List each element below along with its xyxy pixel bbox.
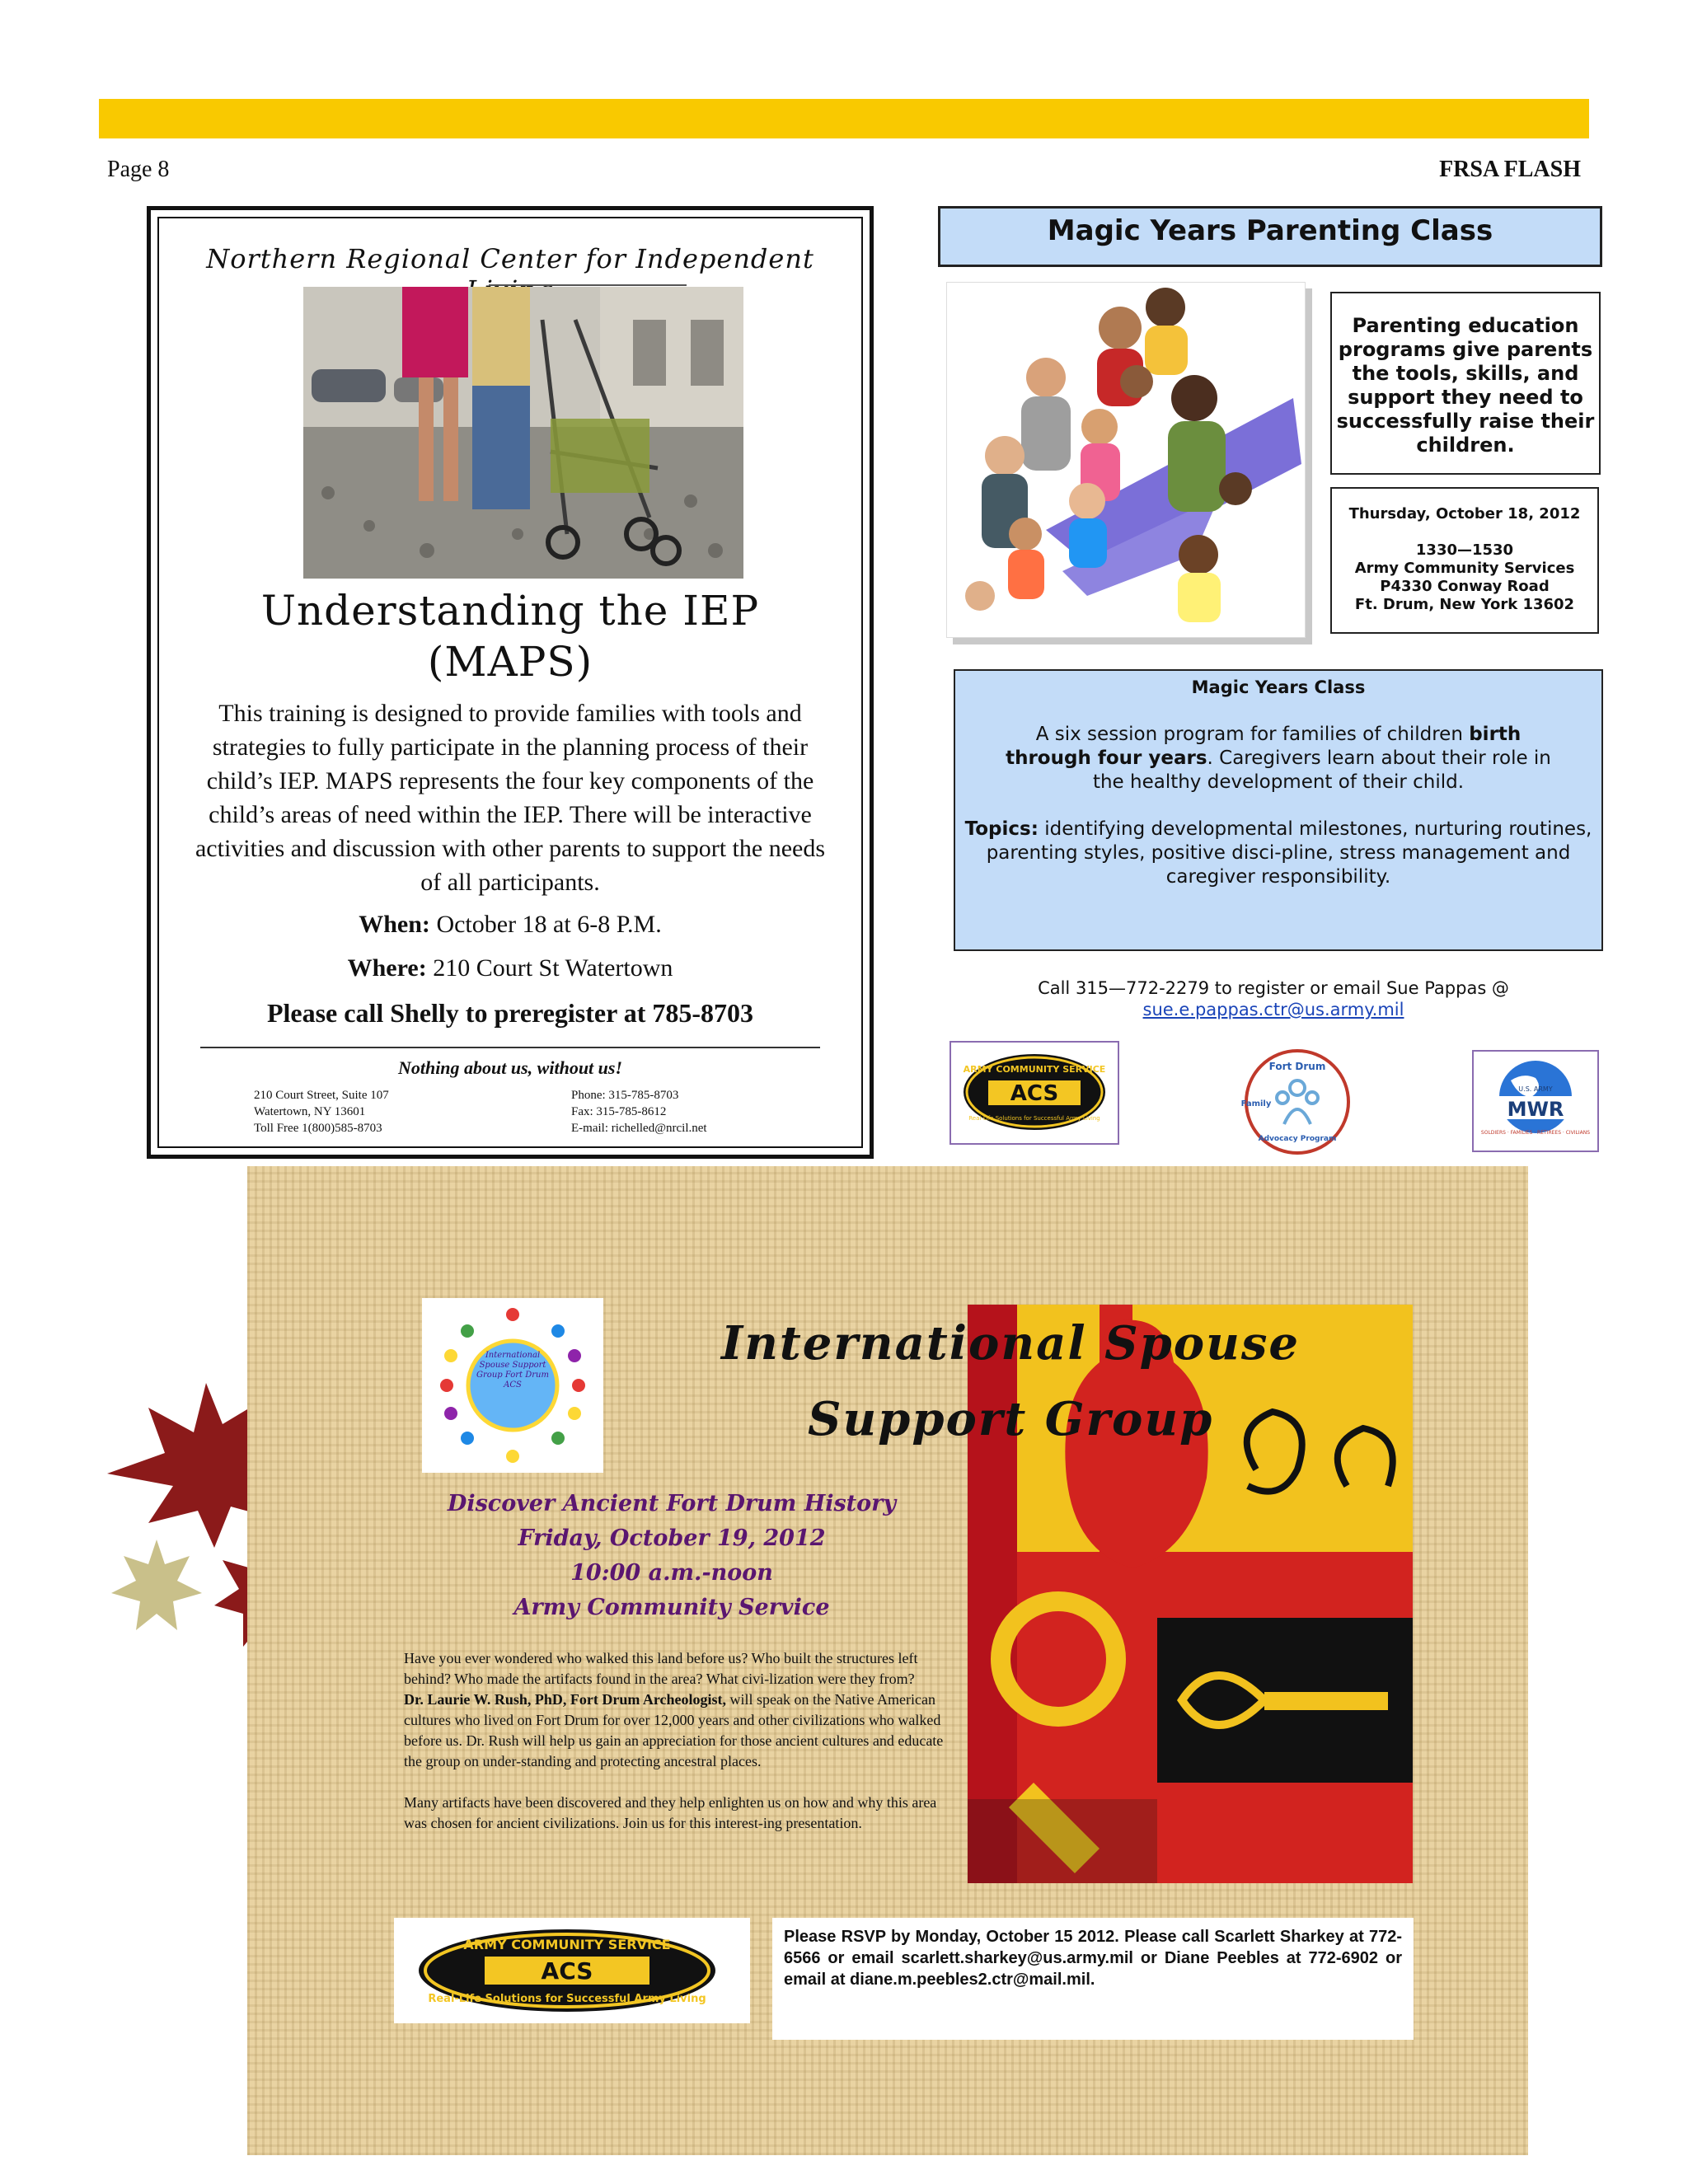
fd-bottom: Advocacy Program (1258, 1135, 1337, 1143)
issg-body (404, 1648, 948, 1834)
fd-top: Fort Drum (1268, 1061, 1326, 1072)
class-topics (955, 818, 1601, 889)
parents-with-stroller-photo (303, 287, 743, 579)
issg-para3: Many artifacts have been discovered and they help enlighten us on how and why this area was chosen for ancient civilizations. Join us for this interest-ing presentation. (404, 1794, 937, 1831)
class-description (955, 723, 1601, 794)
page-number: Page 8 (107, 157, 170, 182)
when-line (159, 911, 861, 939)
class-street: P4330 Conway Road (1380, 578, 1550, 595)
class-schedule-box (1330, 487, 1599, 634)
issg-title-line2: Support Group (808, 1392, 1214, 1446)
issg-para2 (404, 1690, 948, 1772)
register-info (938, 977, 1609, 1020)
iep-title-line2: (MAPS) (427, 638, 593, 686)
issg-acs-top: ARMY COMMUNITY SERVICE (463, 1937, 671, 1952)
motto: Nothing about us, without us! (397, 1057, 623, 1078)
issg-subtitle2: Friday, October 19, 2012 (518, 1526, 826, 1551)
fort-drum-family-advocacy-logo (1235, 1048, 1360, 1155)
where-label: Where: (347, 954, 427, 982)
acs-logo (950, 1041, 1119, 1145)
when-label: When: (359, 911, 430, 938)
acs-bottom: Real-Life Solutions for Successful Army Living (968, 1115, 1100, 1122)
class-city: Ft. Drum, New York 13602 (1354, 596, 1575, 613)
issg-acs-mid: ACS (541, 1957, 593, 1985)
issg-subtitle4: Army Community Service (513, 1595, 830, 1620)
family-group-photo (946, 282, 1306, 638)
topics-label: Topics: (964, 818, 1039, 840)
class-venue: Army Community Services (1354, 560, 1575, 577)
divider (200, 1047, 820, 1048)
class-title: Magic Years Class (1191, 677, 1366, 697)
where-value: 210 Court St Watertown (433, 954, 673, 982)
toll-free: Toll Free 1(800)585-8703 (254, 1122, 382, 1135)
preregister-call: Please call Shelly to preregister at 785-8703 (266, 998, 754, 1028)
magic-years-heading: Magic Years Parenting Class (938, 206, 1602, 267)
iep-flyer (147, 206, 874, 1159)
register-email-link[interactable]: sue.e.pappas.ctr@us.army.mil (1142, 1000, 1404, 1019)
issg-badge-logo (422, 1298, 603, 1473)
where-line (159, 954, 861, 982)
issg-subtitle1: Discover Ancient Fort Drum History (447, 1491, 897, 1516)
address-line2: Watertown, NY 13601 (254, 1105, 366, 1118)
issg-title-line1: International Spouse (721, 1316, 1300, 1371)
badge-text: International Spouse Support Group Fort Drum ACS (476, 1351, 549, 1390)
issg-acs-bottom: Real-Life Solutions for Successful Army Living (428, 1993, 706, 2005)
class-desc-pre: A six session program for families of children (1035, 724, 1470, 745)
mwr-bottom: SOLDIERS · FAMILIES · RETIREES · CIVILIANS (1480, 1130, 1591, 1136)
issg-para2-rest: will speak on the Native American cultures who lived on Fort Drum for over 12,000 years and other civilizations who walked before us. Dr. Rush will help us gain an appreciation for those ancient cultures and educate the group on under-standing and protecting ancestral places. (404, 1691, 944, 1769)
iep-title-line1: Understanding the IEP (260, 587, 760, 635)
divider (489, 284, 687, 286)
fd-left: Family (1240, 1099, 1272, 1108)
mwr-top: U.S. ARMY (1518, 1085, 1553, 1093)
header-accent-bar (99, 99, 1589, 138)
address-block (254, 1087, 389, 1137)
class-desc-post: . Caregivers learn about their role in the healthy development of their child. (1092, 748, 1551, 793)
organization-name: Northern Regional Center for Independent (206, 243, 814, 274)
parenting-intro-box: Parenting education programs give parents the tools, skills, and support they need to successfully raise their children. (1330, 292, 1601, 475)
register-call: Call 315—772-2279 to register or email Sue Pappas @ (1038, 978, 1509, 998)
army-mwr-logo (1472, 1050, 1599, 1152)
topics-text: identifying developmental milestones, nurturing routines, parenting styles, positive disci-pline, stress management and caregiver responsibility. (986, 818, 1592, 888)
phone: Phone: 315-785-8703 (571, 1089, 679, 1102)
fax: Fax: 315-785-8612 (571, 1105, 667, 1118)
address-line1: 210 Court Street, Suite 107 (254, 1089, 389, 1102)
class-time: 1330—1530 (1415, 541, 1514, 559)
iep-description: This training is designed to provide families with tools and strategies to fully participate in the planning process of their child’s IEP. MAPS represents the four key components of the child’s areas of need within the IEP. There will be interactive activities and discussion with other parents to support the needs of all participants. (195, 700, 826, 896)
class-desc-bold: birth through four years (1006, 724, 1522, 769)
issg-flyer (247, 1166, 1528, 2155)
mwr-mid: MWR (1507, 1098, 1564, 1121)
rsvp-box: Please RSVP by Monday, October 15 2012. Please call Scarlett Sharkey at 772-6566 or email scarlett.sharkey@us.army.mil or Diane Peebles at 772-6902 or email at diane.m.peebles2.ctr@mail.mil. (772, 1918, 1414, 2040)
acs-mid: ACS (1010, 1081, 1059, 1106)
contact-block (571, 1087, 707, 1137)
publication-name: FRSA FLASH (1439, 157, 1581, 182)
speaker-name: Dr. Laurie W. Rush, PhD, Fort Drum Archeologist, (404, 1691, 727, 1708)
iep-title (159, 585, 861, 687)
issg-para1: Have you ever wondered who walked this land before us? Who built the structures left behind? Who made the artifacts found in the area? What civi-lization were they from? (404, 1650, 918, 1687)
class-date: Thursday, October 18, 2012 (1348, 505, 1581, 523)
when-value: October 18 at 6-8 P.M. (436, 911, 662, 938)
issg-acs-logo (394, 1918, 750, 2023)
magic-years-class-box (954, 669, 1603, 951)
issg-subtitle3: 10:00 a.m.-noon (570, 1560, 773, 1586)
email[interactable]: E-mail: richelled@nrcil.net (571, 1122, 707, 1135)
acs-top: ARMY COMMUNITY SERVICE (963, 1064, 1106, 1075)
